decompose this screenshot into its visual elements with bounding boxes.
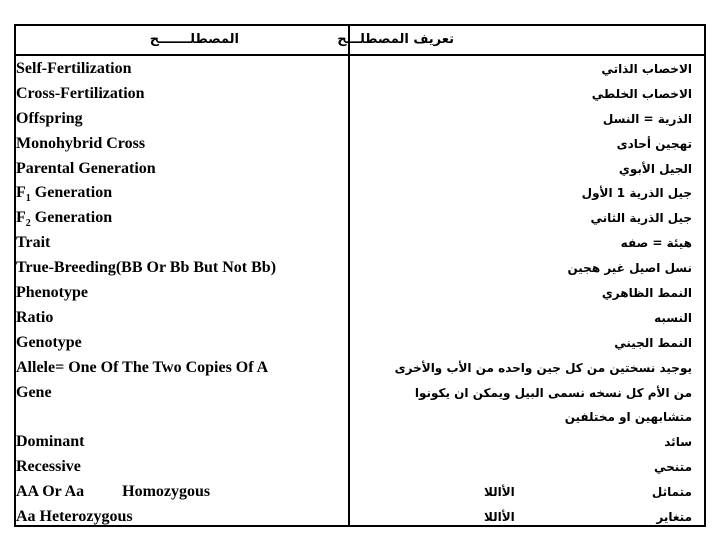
term-zygosity: Homozygous xyxy=(122,483,211,501)
term-generation-text: Generation xyxy=(30,209,113,227)
term-heading: المصطلـــــــح xyxy=(149,32,239,47)
term-genotype: AA Or Aa xyxy=(16,483,85,501)
term-row: Monohybrid Cross xyxy=(16,134,146,152)
terms-column xyxy=(16,57,336,530)
header-divider xyxy=(16,54,704,56)
definition-row: الجيل الأبوي xyxy=(618,161,692,176)
definition-term: متماثل xyxy=(651,485,692,500)
definition-term: متغاير xyxy=(656,510,692,525)
term-row: Parental Generation xyxy=(16,159,156,177)
definition-row: يوجيد نسختين من كل جين واحده من الأب والأخرى xyxy=(394,360,692,375)
definition-row: الاخصاب الذاتي xyxy=(601,62,692,76)
definitions-column xyxy=(344,57,692,530)
term-row: Genotype xyxy=(16,333,82,351)
definition-row: النمط الظاهري xyxy=(601,286,692,301)
definition-term: الأاللا xyxy=(484,510,515,525)
definition-row: النمط الجيني xyxy=(614,335,692,350)
spacer xyxy=(16,405,336,430)
term-row: Recessive xyxy=(16,458,81,476)
definition-row: الاخصاب الخلطي xyxy=(591,86,692,101)
definition-row: هيئة = صفه xyxy=(620,236,692,251)
term-row: Aa Heterozygous xyxy=(16,508,133,526)
term-f-letter: F xyxy=(16,209,26,227)
term-row xyxy=(16,480,336,505)
term-row: Cross-Fertilization xyxy=(16,84,145,102)
definition-row: متشابهين او مختلفين xyxy=(564,410,692,425)
term-subscript: 2 xyxy=(25,218,31,230)
term-row: Phenotype xyxy=(16,284,88,302)
definition-row: تهجين أحادى xyxy=(616,136,692,151)
term-row: Dominant xyxy=(16,433,85,451)
term-row: True-Breeding(BB Or Bb But Not Bb) xyxy=(16,259,277,277)
definition-heading: تعريف المصطلـــح xyxy=(337,32,454,47)
definition-row: جيل الذرية 1 الأول xyxy=(581,186,692,201)
definition-row: متنحي xyxy=(653,460,692,475)
definition-row: سائد xyxy=(664,435,692,450)
term-row xyxy=(16,181,336,206)
term-row: Allele= One Of The Two Copies Of A xyxy=(16,358,269,376)
term-subscript: 1 xyxy=(25,193,31,205)
definition-term: الأاللا xyxy=(484,485,515,500)
term-row: Gene xyxy=(16,383,52,401)
definition-row: من الأم كل نسخه نسمى البيل ويمكن ان يكونوا xyxy=(414,385,692,400)
term-row: Trait xyxy=(16,234,51,252)
term-row xyxy=(16,206,336,231)
definition-row: نسل اصيل غير هجين xyxy=(567,261,692,276)
term-row: Ratio xyxy=(16,308,54,326)
definition-row: جيل الذرية الثاني xyxy=(590,211,692,226)
term-f-letter: F xyxy=(16,184,26,202)
term-row: Self-Fertilization xyxy=(16,60,132,77)
term-generation-text: Generation xyxy=(30,184,113,202)
definition-row: النسبه xyxy=(654,310,692,325)
definition-row xyxy=(344,480,692,505)
definition-row xyxy=(344,505,692,530)
definition-row: الذرية = النسل xyxy=(602,111,692,126)
term-row: Offspring xyxy=(16,109,83,127)
